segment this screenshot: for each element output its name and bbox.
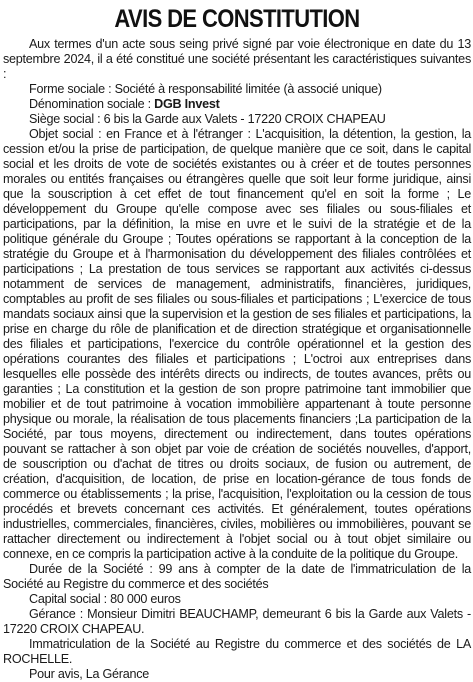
notice-body bbox=[3, 37, 471, 682]
company-name-line bbox=[3, 97, 471, 112]
share-capital-line: Capital social : 80 000 euros bbox=[29, 592, 181, 606]
registration-paragraph: Immatriculation de la Société au Registre du commerce et des sociétés de LA ROCHELLE. bbox=[3, 637, 471, 666]
notice-title: AVIS DE CONSTITUTION bbox=[114, 5, 360, 33]
company-name-label: Dénomination sociale : bbox=[29, 97, 155, 111]
management-paragraph: Gérance : Monsieur Dimitri BEAUCHAMP, demeurant 6 bis la Garde aux Valets - 17220 CROIX CHAPEAU. bbox=[3, 607, 471, 636]
corporate-purpose-paragraph: Objet social : en France et à l'étranger : L'acquisition, la détention, la gestion, la cession et/ou la prise de participation, de quelque manière que ce soit, dans le capital social et les droits de vote de sociétés existantes ou à créer et de toutes personnes morales ou entités françaises ou étrangères quelle que soit leur forme juridique, ainsi que la souscription à cet effet de tout financement qu'el en soit la forme ; Le développement du Groupe qu'elle compose avec ses filiales ou sous-filiales et participations, par la définition, la mise en uvre et le suivi de la stratégie et de la politique générale du Groupe ; Toutes opérations se rapportant à la conception de la stratégie du Groupe et à l'harmonisation du développement des filiales contrôlées et participations ; La prestation de tous services se rapportant aux activités ci-dessus notamment de services de management, administratifs, financières, juridiques, comptables au profit de ses filiales ou sous-filiales et participations ; L'exercice de tous mandats sociaux ainsi que la supervision et la gestion de ses filiales et participations, la prise en charge du rôle de planification et de direction stratégique et organisationnelle des filiales et participations, l'exercice du contrôle opérationnel et la gestion des opérations courantes des filiales et participations ; L'octroi aux entreprises dans lesquelles elle possède des intérêts directs ou indirects, de toutes avances, prêts ou garanties ; La constitution et la gestion de son propre patrimoine tant immobilier que mobilier et de tout patrimoine à vocation immobilière appartenant à toute personne physique ou morale, la réalisation de tous placements financiers ;La participation de la Société, par tous moyens, directement ou indirectement, dans toutes opérations pouvant se rattacher à son objet par voie de création de sociétés nouvelles, d'apport, de souscription ou d'achat de titres ou droits sociaux, de fusion ou autrement, de création, d'acquisition, de location, de prise en location-gérance de tous fonds de commerce ou établissements ; la prise, l'acquisition, l'exploitation ou la cession de tous procédés et brevets concernant ces activités. Et généralement, toutes opérations industrielles, commerciales, financières, civiles, mobilières ou immobilières, pouvant se rattacher directement ou indirectement à l'objet social ou à tout objet similaire ou connexe, en ce compris la participation active à la conduite de la politique du Groupe. bbox=[3, 127, 471, 561]
duration-paragraph: Durée de la Société : 99 ans à compter de la date de l'immatriculation de la Société au Registre du commerce et des sociétés bbox=[3, 562, 471, 591]
registered-office-line: Siège social : 6 bis la Garde aux Valets - 17220 CROIX CHAPEAU bbox=[29, 112, 386, 126]
legal-form-line: Forme sociale : Société à responsabilité limitée (à associé unique) bbox=[29, 82, 382, 96]
intro-paragraph: Aux termes d'un acte sous seing privé signé par voie électronique en date du 13 septembre 2024, il a été constitué une société présentant les caractéristiques suivantes : bbox=[3, 37, 471, 81]
signature-line: Pour avis, La Gérance bbox=[29, 667, 150, 681]
company-name-value: DGB Invest bbox=[154, 97, 220, 111]
